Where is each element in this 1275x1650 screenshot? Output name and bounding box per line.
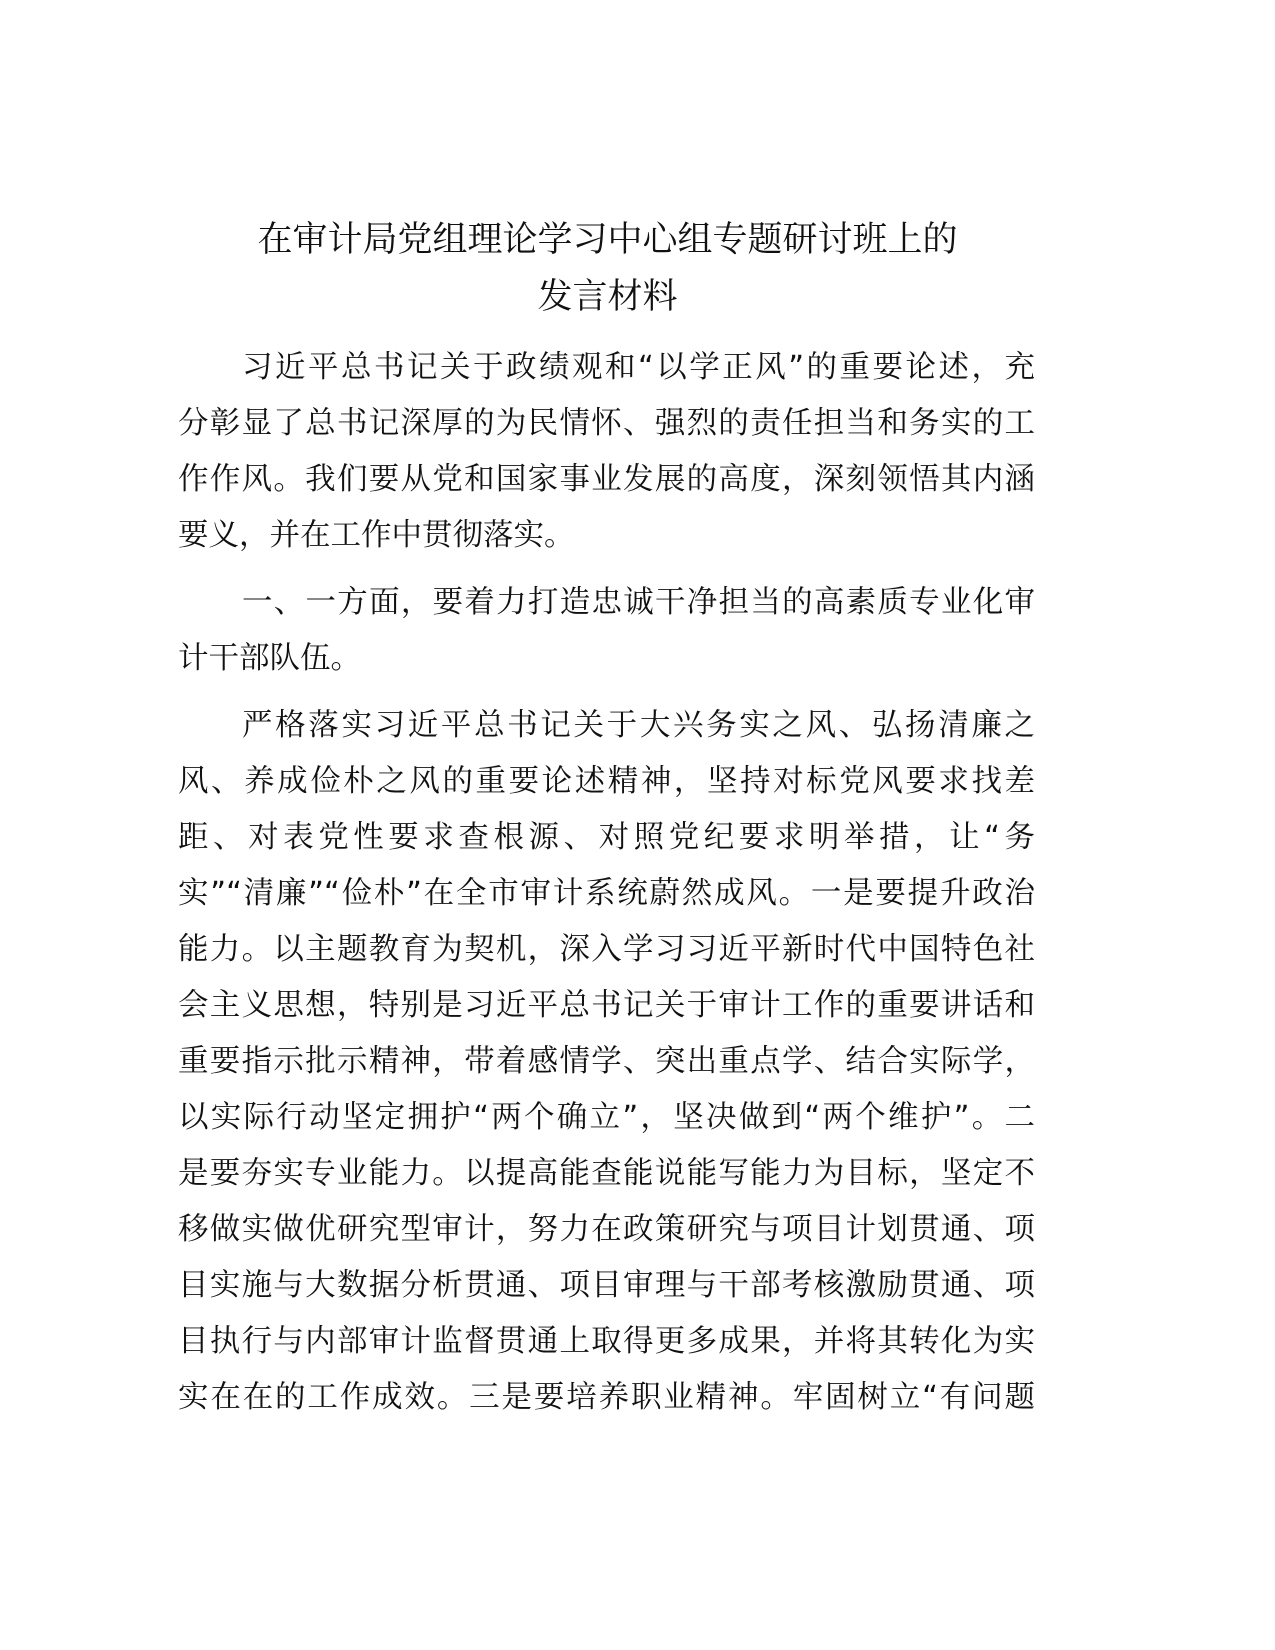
text-line: 移做实做优研究型审计，努力在政策研究与项目计划贯通、项	[178, 1212, 1035, 1247]
text-line: 以实际行动坚定拥护“两个确立”，坚决做到“两个维护”。二	[178, 1100, 1035, 1135]
text-line: 一、一方面，要着力打造忠诚干净担当的高素质专业化审	[242, 585, 1035, 620]
text-line: 计干部队伍。	[178, 641, 361, 676]
text-line: 习近平总书记关于政绩观和“以学正风”的重要论述，充	[242, 350, 1035, 385]
document-body	[178, 340, 1035, 1426]
title-line-2: 发言材料	[537, 277, 678, 317]
paragraph-body	[178, 698, 1035, 1426]
text-line: 目实施与大数据分析贯通、项目审理与干部考核激励贯通、项	[178, 1268, 1035, 1303]
text-line: 作作风。我们要从党和国家事业发展的高度，深刻领悟其内涵	[178, 462, 1035, 497]
text-line: 能力。以主题教育为契机，深入学习习近平新时代中国特色社	[178, 932, 1035, 967]
text-line: 严格落实习近平总书记关于大兴务实之风、弘扬清廉之	[242, 708, 1035, 743]
text-line: 会主义思想，特别是习近平总书记关于审计工作的重要讲话和	[178, 988, 1035, 1023]
section-heading-1	[178, 575, 1035, 687]
text-line: 要义，并在工作中贯彻落实。	[178, 518, 575, 553]
text-line: 实”“清廉”“俭朴”在全市审计系统蔚然成风。一是要提升政治	[178, 876, 1035, 911]
text-line: 分彰显了总书记深厚的为民情怀、强烈的责任担当和务实的工	[178, 406, 1035, 441]
text-line: 风、养成俭朴之风的重要论述精神，坚持对标党风要求找差	[178, 764, 1035, 799]
paragraph-intro	[178, 340, 1035, 564]
text-line: 重要指示批示精神，带着感情学、突出重点学、结合实际学，	[178, 1044, 1035, 1079]
title-line-1: 在审计局党组理论学习中心组专题研讨班上的	[257, 220, 958, 260]
text-line: 距、对表党性要求查根源、对照党纪要求明举措，让“务	[178, 820, 1035, 855]
text-line: 目执行与内部审计监督贯通上取得更多成果，并将其转化为实	[178, 1324, 1035, 1359]
text-line: 是要夯实专业能力。以提高能查能说能写能力为目标，坚定不	[178, 1156, 1035, 1191]
text-line: 实在在的工作成效。三是要培养职业精神。牢固树立“有问题	[178, 1380, 1035, 1415]
